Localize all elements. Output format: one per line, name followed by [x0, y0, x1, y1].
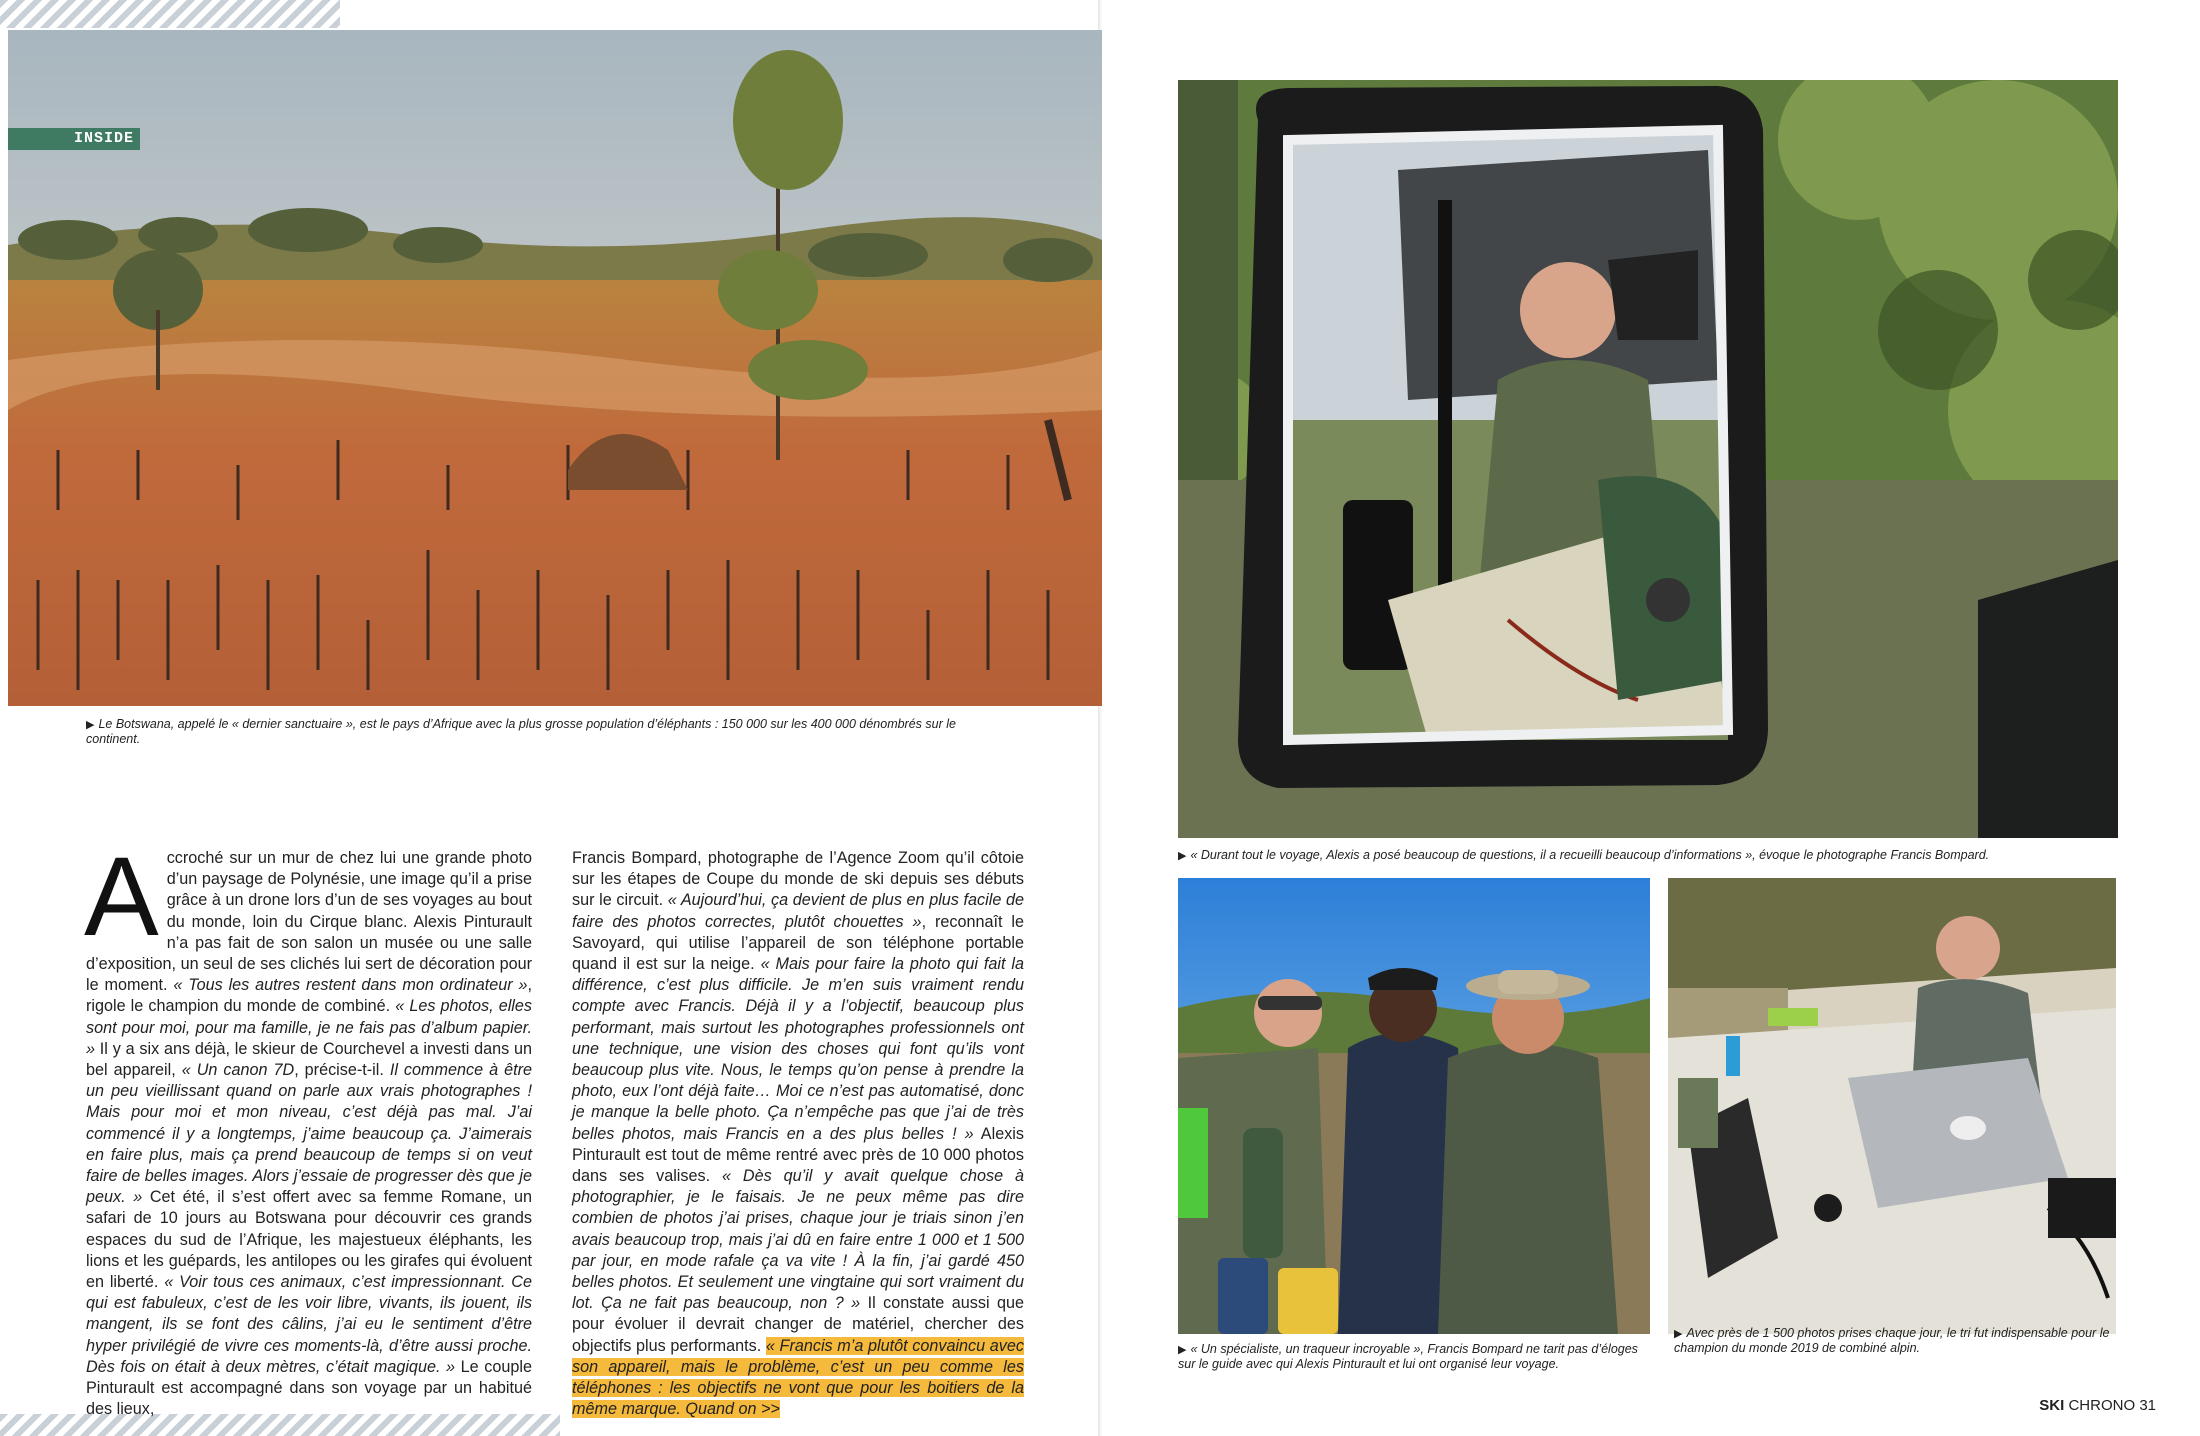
highlighted-quote: « Francis m’a plutôt convaincu avec son appareil, mais le problème, c’est un peu comme les téléphones : les objectifs ne vont que pour les boitiers de la même marque. Quand on	[572, 1336, 1025, 1419]
body-text: Francis Bompard, photographe de l’Agence Zoom qu’il côtoie sur les étapes de Coupe du monde de ski depuis ses débuts sur le circuit.	[572, 849, 1024, 910]
page-folio	[2039, 1397, 2156, 1414]
folio-brand-bold: SKI	[2039, 1397, 2065, 1414]
section-tag: INSIDE	[8, 128, 140, 150]
group-portrait-photo	[1178, 878, 1650, 1334]
mirror-caption	[1178, 848, 2138, 863]
article-column-1	[84, 834, 532, 1420]
caption-arrow-icon: ▶	[1178, 850, 1187, 862]
body-text: Il y a six ans déjà, le skieur de Courchevel a investi dans un bel appareil,	[86, 1039, 532, 1080]
laptop-caption	[1674, 1326, 2114, 1355]
quote-text: « Un canon 7D	[181, 1061, 295, 1080]
landscape-caption	[86, 717, 966, 746]
quote-text: « Voir tous ces animaux, c’est impressionnant. Ce qui est fabuleux, c’est de les voir libre, vivants, ils jouent, ils mangent, ils se font des câlins, j’ai eu le sentiment d’être hyper privilégié de vivre ces moments-là, d’être aussi proche. Dès fois on était à deux mètres, c’était magique. »	[86, 1273, 532, 1376]
quote-text: « Les photos, elles sont pour moi, pour ma famille, je ne fais pas d’album papier. »	[86, 997, 532, 1058]
caption-arrow-icon: ▶	[1178, 1344, 1187, 1356]
mirror-caption-text: « Durant tout le voyage, Alexis a posé beaucoup de questions, il a recueilli beaucoup d’informations », évoque le photographe Francis Bompard.	[1190, 848, 1990, 862]
body-text: Cet été, il s’est offert avec sa femme Romane, un safari de 10 jours au Botswana pour découvrir ces grands espaces du sud de l’Afrique, les majestueux éléphants, les lions et les guépards, les antilopes ou les girafes qui évoluent en liberté.	[86, 1188, 532, 1292]
article-col2-text	[572, 848, 1024, 1420]
botswana-landscape-photo	[8, 30, 1102, 706]
folio-brand: CHRONO	[2068, 1397, 2136, 1414]
body-text: , précise-t-il.	[294, 1061, 390, 1080]
landscape-caption-text: Le Botswana, appelé le « dernier sanctuaire », est le pays d’Afrique avec la plus grosse population d’éléphants : 150 000 sur les 400 000 dénombrés sur le continent.	[86, 717, 956, 746]
laptop-caption-text: Avec près de 1 500 photos prises chaque jour, le tri fut indispensable pour le champion du monde 2019 de combiné alpin.	[1674, 1326, 2110, 1355]
group-caption-text: « Un spécialiste, un traqueur incroyable », Francis Bompard ne tarit pas d’éloges sur le guide avec qui Alexis Pinturault et lui ont organisé leur voyage.	[1178, 1342, 1638, 1371]
quote-text: « Dès qu’il y avait quelque chose à photographier, je le faisais. Je ne peux même pas dire combien de photos j’ai prises, chaque jour je triais sinon j’en avais beaucoup trop, mais j’ai dû en faire entre 1 000 et 1 500 par jour, en mode rafale ça va vite ! À la fin, j’ai gardé 450 belles photos. Et seulement une vingtaine qui sort vraiment du lot. Ça ne fait pas beaucoup, non ? »	[572, 1167, 1024, 1313]
article-column-2	[572, 848, 1024, 1420]
drop-cap: A	[84, 834, 159, 959]
page-number: 31	[2139, 1397, 2156, 1414]
laptop-tent-photo	[1668, 878, 2116, 1334]
quote-text: « Mais pour faire la photo qui fait la différence, c’est plus difficile. Je m’en suis vraiment rendu compte avec Francis. Déjà il y a l’objectif, beaucoup plus performant, mais surtout les photographes professionnels ont une technique, une vision des choses qui font qu’ils vont beaucoup plus vite. Nous, le temps qu’on pense à prendre la photo, eux l’ont déjà faite… Moi ce n’est pas automatisé, donc je manque la belle photo. Ça n’empêche pas que j’ai de très belles photos, mais Francis en a des plus belles ! »	[572, 955, 1024, 1143]
quote-text: Il commence à être un peu vieillissant quand on parle aux vrais photographes ! Mais pour moi et mon niveau, c’est déjà pas mal. J’ai commencé il y a longtemps, j’aime beaucoup ça. J’aimerais en faire plus, mais ça prend beaucoup de temps si on veut faire de belles images. Alors j’essaie de progresser dès que je peux. »	[86, 1061, 532, 1207]
top-hatch-decoration	[0, 0, 340, 28]
caption-arrow-icon: ▶	[1674, 1328, 1683, 1340]
body-text: , rigole le champion du monde de combiné.	[86, 976, 532, 1016]
body-text: Le couple Pinturault est accompagné dans son voyage par un habitué des lieux,	[86, 1357, 532, 1419]
body-text: Alexis Pinturault est tout de même rentré avec près de 10 000 photos dans ses valises.	[572, 1124, 1024, 1186]
mirror-reflection-photo	[1178, 80, 2118, 838]
caption-arrow-icon: ▶	[86, 719, 95, 731]
quote-text: « Tous les autres restent dans mon ordinateur »	[173, 976, 528, 995]
group-caption	[1178, 1342, 1648, 1371]
body-text: , reconnaît le Savoyard, qui utilise l’appareil de son téléphone portable quand il est sur la neige.	[572, 912, 1024, 974]
body-text: Il constate aussi que pour évoluer il devrait changer de matériel, chercher des objectifs plus performants.	[572, 1294, 1024, 1355]
highlighted-quote: >>	[756, 1400, 780, 1419]
quote-text: « Aujourd’hui, ça devient de plus en plus facile de faire des photos correctes, plutôt chouettes »	[572, 891, 1024, 931]
body-text: ccroché sur un mur de chez lui une grande photo d’un paysage de Polynésie, une image qu’il a prise grâce à un drone lors d’un de ses voyages au bout du monde, loin du Cirque blanc. Alexis Pinturault n’a pas fait de son salon un musée ou une salle d’exposition, un seul de ses clichés lui sert de décoration pour le moment.	[86, 849, 532, 995]
